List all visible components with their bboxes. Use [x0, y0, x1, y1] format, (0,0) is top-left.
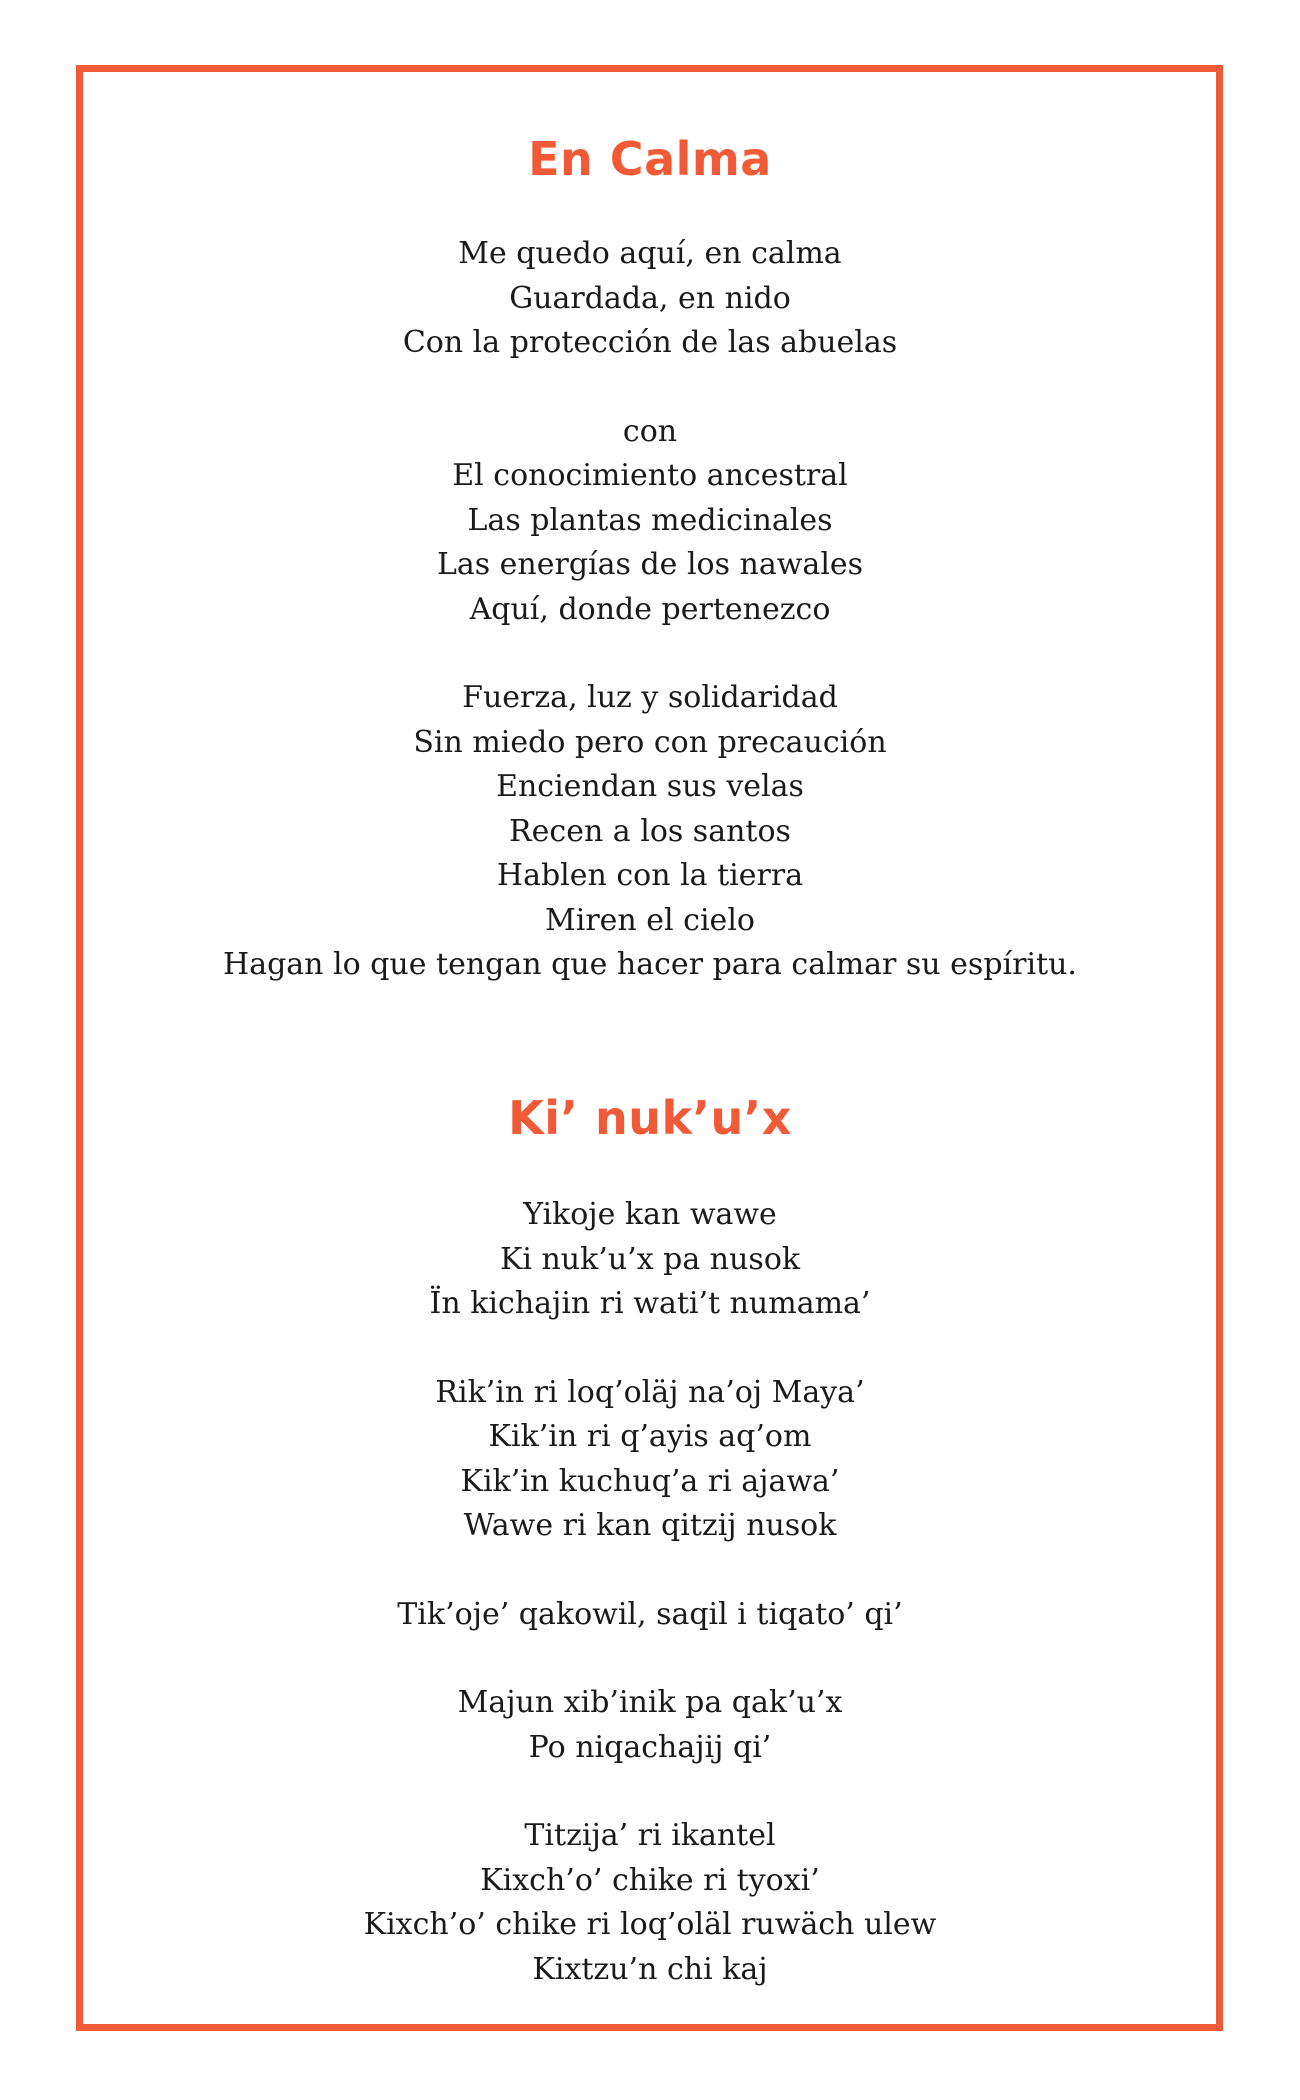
- poem-line: Yikoje kan wawe: [523, 1197, 777, 1232]
- stanza: [0, 1814, 1300, 1992]
- poem-line: Po niqachajij qi’: [528, 1729, 772, 1765]
- poem-line: Wawe ri kan qitzij nusok: [463, 1508, 837, 1543]
- poem-line: Miren el cielo: [545, 902, 755, 938]
- poem-line: Ïn kichajin ri wati’t numama’: [429, 1286, 871, 1321]
- poem-line: Guardada, en nido: [509, 280, 791, 316]
- poem-title: En Calma: [528, 132, 772, 186]
- poem-line: Me quedo aquí, en calma: [458, 236, 842, 271]
- poem-line: Enciendan sus velas: [496, 769, 804, 804]
- poem-line: Las plantas medicinales: [467, 502, 833, 538]
- poem-line: Majun xib’inik pa qak’u’x: [457, 1685, 843, 1720]
- stanza: [0, 232, 1300, 366]
- poem-line: Kixtzu’n chi kaj: [532, 1951, 768, 1987]
- poem-line: Kik’in ri q’ayis aq’om: [488, 1419, 812, 1454]
- poem-line: Las energías de los nawales: [436, 547, 864, 582]
- poem-line: Hagan lo que tengan que hacer para calmar su espíritu.: [223, 947, 1077, 982]
- poem-line: Con la protección de las abuelas: [402, 325, 898, 360]
- poem-line: Aquí, donde pertenezco: [469, 591, 831, 627]
- poem-line: Kik’in kuchuq’a ri ajawa’: [460, 1463, 840, 1499]
- poem-title: Ki’ nuk’u’x: [508, 1091, 792, 1145]
- poem-line: Tik’oje’ qakowil, saqil i tiqato’ qi’: [397, 1596, 903, 1632]
- stanza: [0, 1593, 1300, 1638]
- poem-line: El conocimiento ancestral: [452, 458, 848, 493]
- stanza: [0, 1371, 1300, 1549]
- poem-line: Fuerza, luz y solidaridad: [462, 680, 838, 715]
- poem-line: con: [622, 413, 678, 449]
- poem-line: Titzija’ ri ikantel: [524, 1818, 776, 1853]
- poem-line: Ki nuk’u’x pa nusok: [499, 1241, 801, 1277]
- stanza: [0, 410, 1300, 633]
- poem-line: Recen a los santos: [509, 813, 791, 849]
- poem-line: Sin miedo pero con precaución: [413, 724, 887, 760]
- poem-line: Rik’in ri loq’oläj na’oj Maya’: [435, 1374, 865, 1410]
- poem-line: Kixch’o’ chike ri loq’oläl ruwäch ulew: [363, 1907, 937, 1942]
- poem-en-calma: [0, 122, 1300, 1032]
- poem-line: Kixch’o’ chike ri tyoxi’: [480, 1862, 820, 1898]
- stanza: [0, 1681, 1300, 1770]
- poem-ki-nukux: [0, 1081, 1300, 2036]
- stanza: [0, 676, 1300, 988]
- stanza: [0, 1193, 1300, 1327]
- poem-line: Hablen con la tierra: [496, 858, 804, 893]
